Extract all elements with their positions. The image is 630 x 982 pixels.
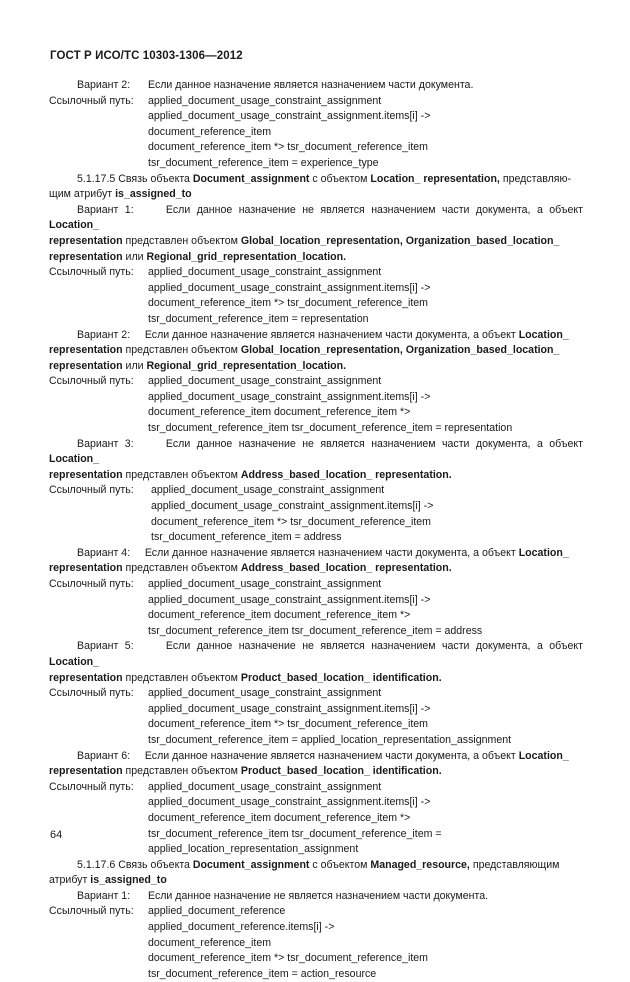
- variant-paragraph-cont: representation представлен объектом Global_location_representation, Organization_based_location_: [49, 344, 560, 357]
- section-heading: 5.1.17.5 Связь объекта Document_assignment с объектом Location_ representation, представляю-: [77, 172, 571, 185]
- ref-path-line: tsr_document_reference_item tsr_document_reference_item = representation: [148, 422, 513, 435]
- ref-path-row: [49, 265, 583, 281]
- section-heading: 5.1.17.6 Связь объекта Document_assignment с объектом Managed_resource, представляющим: [77, 858, 560, 871]
- variant-row: [49, 78, 583, 94]
- variant-label: Вариант 1:: [77, 889, 131, 902]
- variant-paragraph-cont: representation представлен объектом Address_based_location_ representation.: [49, 468, 452, 481]
- ref-path-line: applied_document_usage_constraint_assignment: [148, 266, 382, 279]
- ref-path-line: applied_document_reference: [148, 905, 286, 918]
- variant-paragraph-cont: representation представлен объектом Product_based_location_ identification.: [49, 671, 442, 684]
- ref-path-line: document_reference_item *> tsr_document_reference_item: [151, 515, 432, 528]
- ref-path-row: [49, 780, 583, 796]
- ref-path-line: applied_document_usage_constraint_assignment: [148, 780, 382, 793]
- ref-path-line: applied_document_usage_constraint_assignment: [148, 375, 382, 388]
- ref-path-line: tsr_document_reference_item = action_resource: [148, 967, 377, 980]
- variant-label: Вариант 1:: [77, 203, 134, 216]
- ref-path-line: document_reference_item document_reference_item *>: [148, 609, 411, 622]
- variant-label: Вариант 4:: [77, 546, 131, 559]
- ref-path-line: document_reference_item document_reference_item *>: [148, 406, 411, 419]
- ref-path-line: applied_document_usage_constraint_assignment.items[i] ->: [148, 593, 431, 606]
- ref-path-label: Ссылочный путь:: [49, 905, 134, 918]
- section-heading-cont: атрибут is_assigned_to: [49, 874, 167, 887]
- ref-path-line: applied_document_usage_constraint_assignment: [148, 578, 382, 590]
- variant-paragraph: Вариант 5: Если данное назначение не является назначением части документа, а объект Location_: [49, 640, 584, 668]
- ref-path-label: Ссылочный путь:: [49, 266, 134, 279]
- ref-path-line: applied_document_usage_constraint_assignment.items[i] ->: [148, 796, 431, 809]
- ref-path-line: applied_document_usage_constraint_assignment: [148, 94, 382, 107]
- ref-path-line: applied_document_reference.items[i] ->: [148, 921, 335, 934]
- ref-path-line: applied_location_representation_assignment: [148, 843, 359, 856]
- variant-paragraph-cont: representation представлен объектом Global_location_representation, Organization_based_location_: [49, 234, 560, 247]
- ref-path-row: [49, 374, 583, 390]
- ref-path-label: Ссылочный путь:: [49, 94, 134, 107]
- ref-path-line: document_reference_item: [148, 125, 272, 138]
- variant-label: Вариант 5:: [77, 640, 134, 653]
- ref-path-line: tsr_document_reference_item = address: [151, 531, 342, 544]
- section-heading-cont: щим атрибут is_assigned_to: [49, 188, 192, 201]
- ref-path-row: [49, 94, 583, 110]
- ref-path-row: [49, 577, 583, 593]
- variant-text: Если данное назначение не является назначением части документа.: [148, 889, 489, 902]
- ref-path-line: tsr_document_reference_item tsr_document_reference_item = address: [148, 624, 483, 637]
- ref-path-row: [49, 686, 583, 702]
- variant-paragraph: Вариант 3: Если данное назначение не является назначением части документа, а объект Location_: [49, 437, 584, 466]
- ref-path-label: Ссылочный путь:: [49, 687, 134, 700]
- page-header: ГОСТ Р ИСО/ТС 10303-1306—2012: [50, 50, 243, 62]
- variant-paragraph-cont: representation представлен объектом Product_based_location_ identification.: [49, 765, 442, 778]
- ref-path-line: tsr_document_reference_item = experience_type: [148, 156, 379, 169]
- page-number: 64: [50, 829, 63, 841]
- ref-path-line: applied_document_usage_constraint_assignment.items[i] ->: [148, 281, 431, 294]
- variant-paragraph: Вариант 1: Если данное назначение не является назначением части документа, а объект Location_: [49, 203, 584, 232]
- ref-path-line: applied_document_usage_constraint_assignment.items[i] ->: [148, 390, 431, 403]
- variant-text: Если данное назначение является назначением части документа.: [148, 79, 474, 91]
- ref-path-line: applied_document_usage_constraint_assignment.items[i] ->: [148, 110, 431, 123]
- ref-path-label: Ссылочный путь:: [49, 578, 134, 590]
- ref-path-line: applied_document_usage_constraint_assignment.items[i] ->: [148, 702, 431, 715]
- ref-path-line: tsr_document_reference_item = representation: [148, 312, 369, 325]
- ref-path-label: Ссылочный путь:: [49, 780, 134, 793]
- ref-path-line: document_reference_item *> tsr_document_reference_item: [148, 297, 429, 310]
- variant-paragraph-cont: representation или Regional_grid_representation_location.: [49, 359, 347, 372]
- ref-path-row: [49, 904, 583, 920]
- variant-paragraph: Вариант 2: Если данное назначение является назначением части документа, а объект Location_: [77, 328, 569, 341]
- variant-paragraph-cont: representation или Regional_grid_representation_location.: [49, 250, 347, 263]
- ref-path-line: document_reference_item: [148, 936, 272, 949]
- variant-label: Вариант 3:: [77, 437, 134, 450]
- variant-label: Вариант 6:: [77, 749, 131, 762]
- document-body: [49, 78, 583, 982]
- variant-row: [49, 889, 583, 905]
- ref-path-line: tsr_document_reference_item tsr_document_reference_item =: [148, 827, 442, 840]
- variant-paragraph: Вариант 6: Если данное назначение является назначением части документа, а объект Location_: [77, 749, 569, 762]
- ref-path-line: tsr_document_reference_item = applied_location_representation_assignment: [148, 733, 512, 746]
- ref-path-line: document_reference_item document_reference_item *>: [148, 811, 411, 824]
- ref-path-line: applied_document_usage_constraint_assignment: [148, 687, 382, 700]
- variant-paragraph: Вариант 4: Если данное назначение является назначением части документа, а объект Location_: [77, 546, 569, 559]
- variant-label: Вариант 2:: [77, 79, 131, 91]
- ref-path-label: Ссылочный путь:: [49, 484, 134, 497]
- ref-path-row: [49, 483, 583, 499]
- ref-path-line: document_reference_item *> tsr_document_reference_item: [148, 141, 429, 154]
- ref-path-line: document_reference_item *> tsr_document_reference_item: [148, 952, 429, 965]
- ref-path-line: document_reference_item *> tsr_document_reference_item: [148, 718, 429, 731]
- ref-path-line: applied_document_usage_constraint_assignment.items[i] ->: [151, 500, 434, 513]
- variant-paragraph-cont: representation представлен объектом Address_based_location_ representation.: [49, 562, 452, 575]
- ref-path-label: Ссылочный путь:: [49, 375, 134, 388]
- ref-path-line: applied_document_usage_constraint_assignment: [151, 484, 385, 497]
- variant-label: Вариант 2:: [77, 328, 131, 341]
